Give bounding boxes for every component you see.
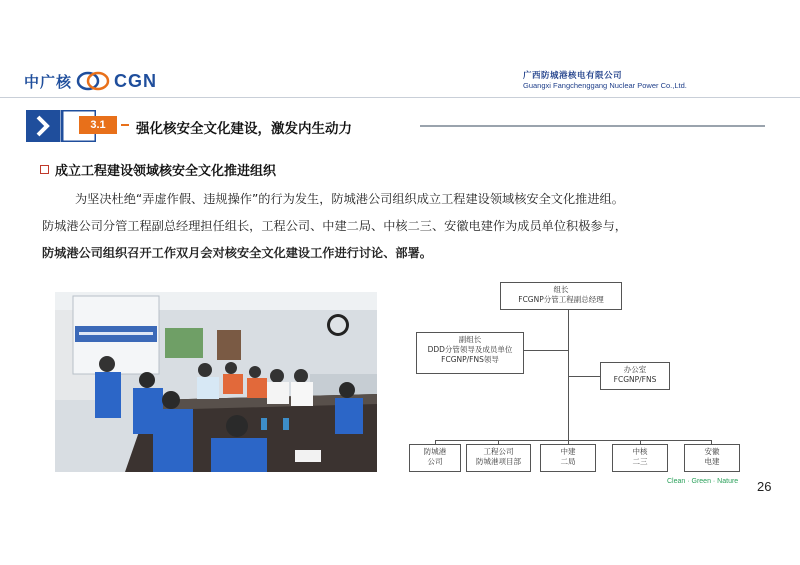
logo-text-en: CGN xyxy=(114,70,158,91)
org-node-member: 中建 二局 xyxy=(540,444,596,472)
meeting-photo xyxy=(55,292,377,472)
company-name-block xyxy=(523,69,773,90)
section-dash xyxy=(121,124,129,126)
org-node-leader: 组长 FCGNP分管工程副总经理 xyxy=(500,282,622,310)
bullet-heading xyxy=(40,160,276,179)
bullet-heading-text: 成立工程建设领域核安全文化推进组织 xyxy=(55,164,277,179)
org-node-member: 安徽 电建 xyxy=(684,444,740,472)
section-title: 强化核安全文化建设，激发内生动力 xyxy=(136,121,352,137)
org-node-member: 工程公司 防城港项目部 xyxy=(466,444,531,472)
paragraph-line-3: 防城港公司组织召开工作双月会对核安全文化建设工作进行讨论、部署。 xyxy=(42,246,432,260)
cgn-logo-icon xyxy=(76,71,110,91)
page-number: 26 xyxy=(757,479,772,494)
paragraph-line-1: 为坚决杜绝“弄虚作假、违规操作”的行为发生，防城港公司组织成立工程建设领域核安全文化推进组。 xyxy=(75,192,624,206)
org-node-deputy: 副组长 DDD分管领导及成员单位 FCGNP/FNS领导 xyxy=(416,332,524,374)
company-name-en: Guangxi Fangchenggang Nuclear Power Co.,Ltd. xyxy=(523,81,687,90)
header-divider xyxy=(0,97,800,98)
org-node-member: 防城港 公司 xyxy=(409,444,461,472)
org-line xyxy=(568,310,569,440)
org-node-office: 办公室 FCGNP/FNS xyxy=(600,362,670,390)
logo-text-cn: 中广核 xyxy=(24,72,73,91)
footer-slogan: Clean · Green · Nature xyxy=(667,478,739,485)
cgn-logo xyxy=(24,70,157,92)
org-line xyxy=(435,440,711,441)
body-paragraph xyxy=(42,186,762,267)
org-chart xyxy=(400,282,745,477)
paragraph-line-2: 防城港公司分管工程副总经理担任组长，工程公司、中建二局、中核二三、安徽电建作为成员单位积极参与， xyxy=(42,219,627,233)
company-name-cn: 广西防城港核电有限公司 xyxy=(523,71,623,81)
org-line xyxy=(568,376,600,377)
org-node-member: 中核 二三 xyxy=(612,444,668,472)
section-rule xyxy=(420,125,765,127)
section-number-badge: 3.1 xyxy=(79,116,117,134)
org-line xyxy=(524,350,568,351)
checkbox-bullet-icon xyxy=(40,165,49,174)
